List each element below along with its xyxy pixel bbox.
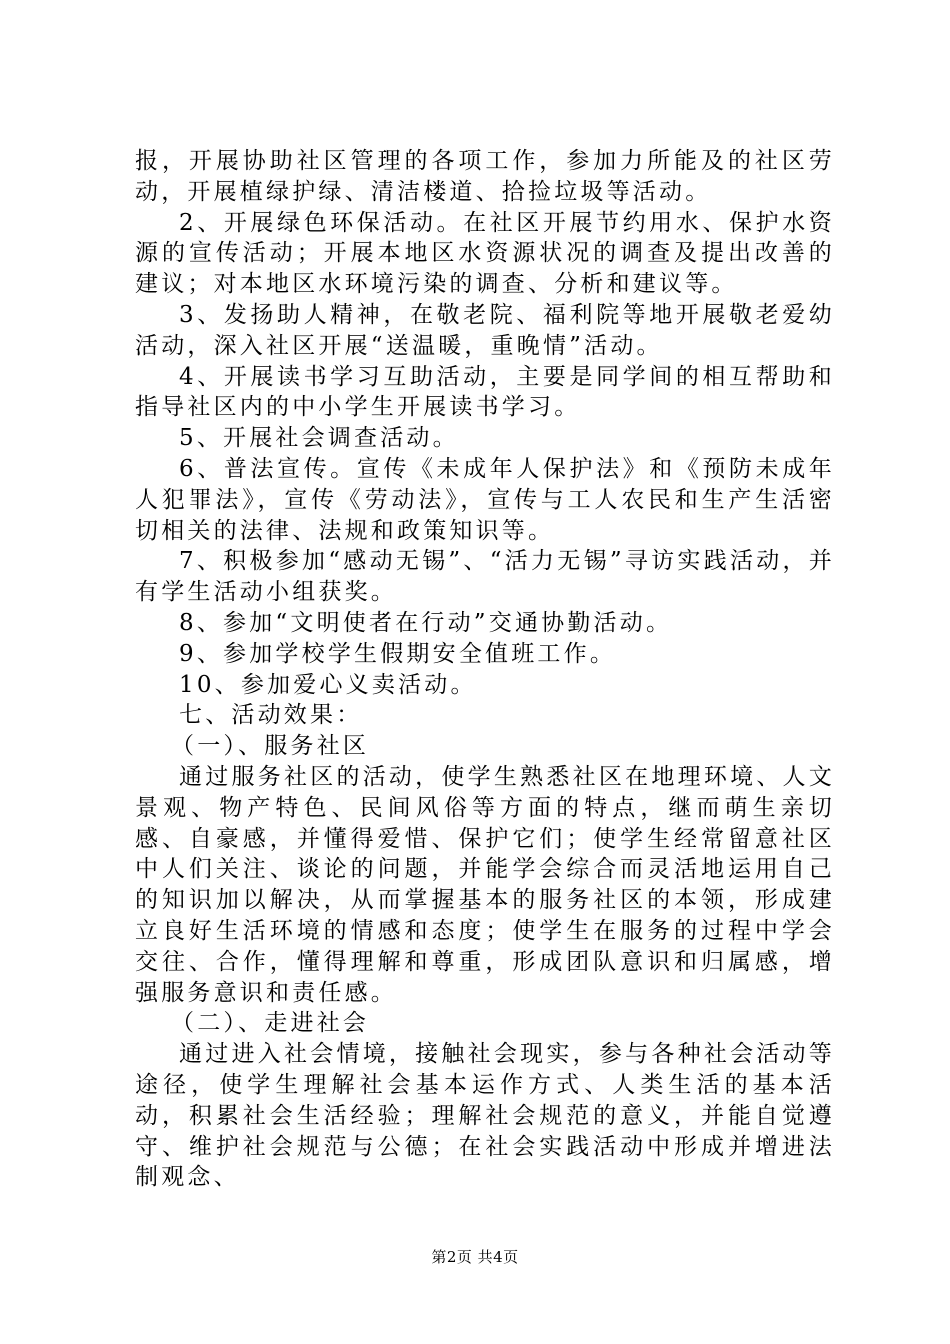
paragraph: 报，开展协助社区管理的各项工作，参加力所能及的社区劳动，开展植绿护绿、清洁楼道、拾捡垃圾等活动。 bbox=[135, 148, 835, 205]
paragraph: 10、参加爱心义卖活动。 bbox=[179, 671, 477, 698]
section-heading: 七、活动效果： bbox=[179, 702, 363, 729]
page-number-footer: 第2页 共4页 bbox=[431, 1248, 519, 1266]
document-body bbox=[135, 146, 835, 1193]
paragraph: 5、开展社会调查活动。 bbox=[179, 425, 459, 452]
paragraph: 9、参加学校学生假期安全值班工作。 bbox=[179, 640, 617, 667]
paragraph: 通过进入社会情境，接触社会现实，参与各种社会活动等途径，使学生理解社会基本运作方式、人类生活的基本活动，积累社会生活经验；理解社会规范的意义，并能自觉遵守、维护社会规范与公德；在社会实践活动中形成并增进法制观念、 bbox=[135, 1041, 835, 1191]
paragraph: 8、参加“文明使者在行动”交通协勤活动。 bbox=[179, 609, 673, 636]
paragraph: 4、开展读书学习互助活动，主要是同学间的相互帮助和指导社区内的中小学生开展读书学习。 bbox=[135, 363, 835, 421]
paragraph: 3、发扬助人精神，在敬老院、福利院等地开展敬老爱幼活动，深入社区开展“送温暖，重晚情”活动。 bbox=[135, 301, 835, 359]
paragraph: 通过服务社区的活动，使学生熟悉社区在地理环境、人文景观、物产特色、民间风俗等方面的特点，继而萌生亲切感、自豪感，并懂得爱惜、保护它们；使学生经常留意社区中人们关注、谈论的问题，并能学会综合而灵活地运用自己的知识加以解决，从而掌握基本的服务社区的本领，形成建立良好生活环境的情感和态度；使学生在服务的过程中学会交往、合作，懂得理解和尊重，形成团队意识和归属感，增强服务意识和责任感。 bbox=[135, 763, 835, 1006]
paragraph: 6、普法宣传。宣传《未成年人保护法》和《预防未成年人犯罪法》，宣传《劳动法》，宣传与工人农民和生产生活密切相关的法律、法规和政策知识等。 bbox=[135, 455, 835, 544]
subsection-heading: （二）、走进社会 bbox=[171, 1010, 370, 1037]
subsection-heading: （一）、服务社区 bbox=[171, 733, 370, 760]
paragraph: 2、开展绿色环保活动。在社区开展节约用水、保护水资源的宣传活动；开展本地区水资源状况的调查及提出改善的建议；对本地区水环境污染的调查、分析和建议等。 bbox=[135, 209, 835, 298]
paragraph: 7、积极参加“感动无锡”、“活力无锡”寻访实践活动，并有学生活动小组获奖。 bbox=[135, 548, 835, 606]
